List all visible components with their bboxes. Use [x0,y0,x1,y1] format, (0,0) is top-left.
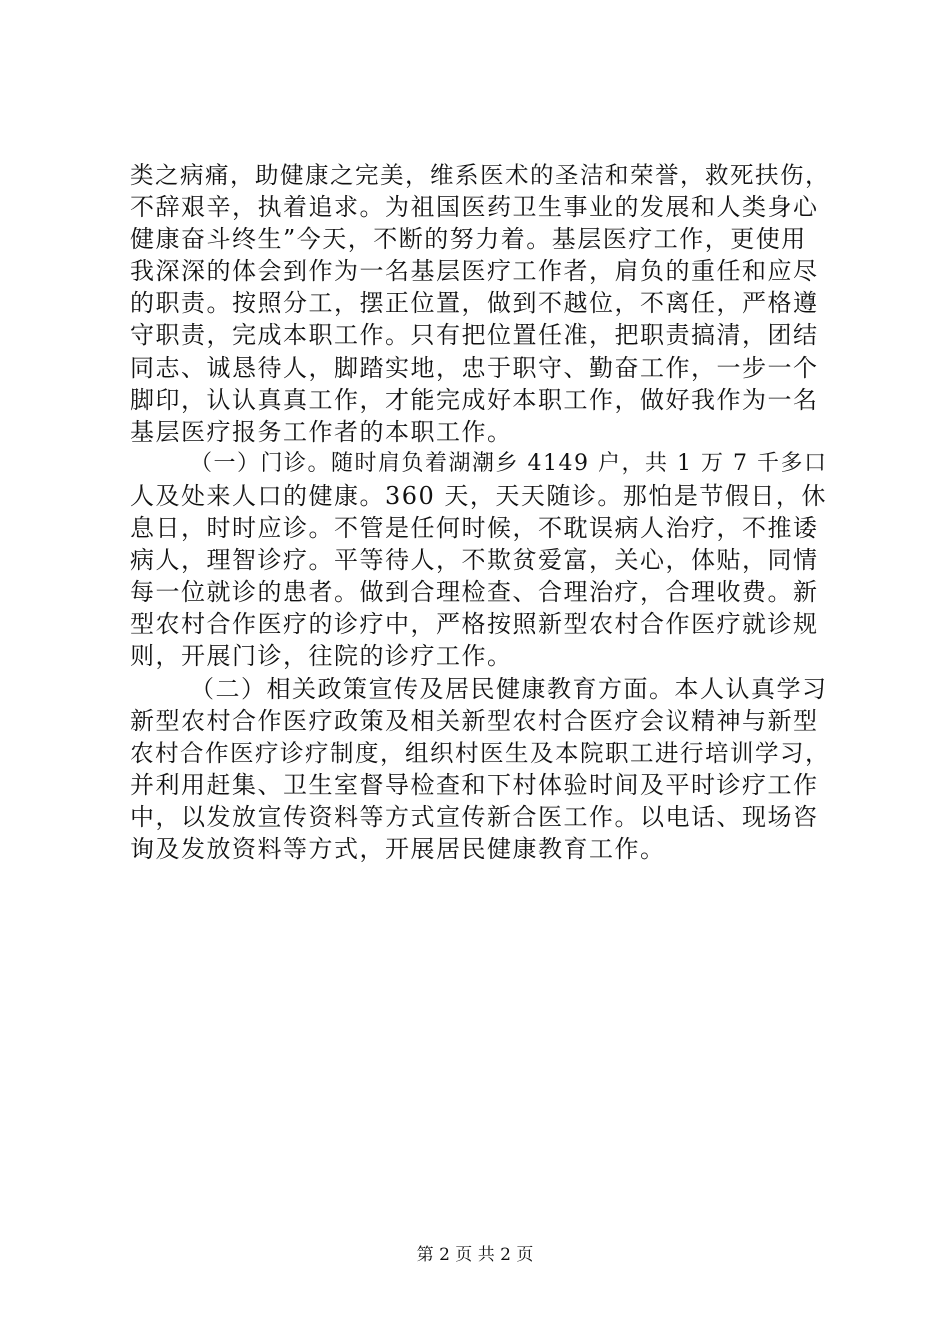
section-heading-outpatient: （一）门诊。随时肩负着湖潮乡 4149 户，共 1 万 7 千多口 [190,450,828,476]
text-line: 类之病痛，助健康之完美，维系医术的圣洁和荣誉，救死扶伤， [130,161,830,189]
text-line: 我深深的体会到作为一名基层医疗工作者，肩负的重任和应尽 [130,257,819,286]
document-body [130,159,830,865]
text-line: 基层医疗报务工作者的本职工作。 [130,417,513,446]
text-line: 农村合作医疗诊疗制度，组织村医生及本院职工进行培训学习， [130,738,830,767]
text-line: 则，开展门诊，往院的诊疗工作。 [130,642,513,671]
text-line: 中，以发放宣传资料等方式宣传新合医工作。以电话、现场咨 [130,802,819,831]
text-line: 健康奋斗终生”今天，不断的努力着。基层医疗工作，更使用 [130,225,807,254]
text-line: 不辞艰辛，执着追求。为祖国医药卫生事业的发展和人类身心 [130,193,819,222]
text-line: 询及发放资料等方式，开展居民健康教育工作。 [130,834,666,863]
text-line: 型农村合作医疗的诊疗中，严格按照新型农村合作医疗就诊规 [130,610,819,639]
text-line: 同志、诚恳待人，脚踏实地，忠于职守、勤奋工作，一步一个 [130,353,819,382]
text-line: 息日，时时应诊。不管是任何时候，不耽误病人治疗，不推诿 [130,514,819,543]
text-line: 守职责，完成本职工作。只有把位置任准，把职责搞清，团结 [130,321,819,350]
text-line: 并利用赶集、卫生室督导检查和下村体验时间及平时诊疗工作 [130,770,819,799]
text-line: 脚印，认认真真工作，才能完成好本职工作，做好我作为一名 [130,385,819,414]
text-line: 病人，理智诊疗。平等待人，不欺贫爱富，关心，体贴，同情 [130,546,819,575]
page-number-footer: 第 2 页 共 2 页 [416,1245,534,1265]
text-line: 新型农村合作医疗政策及相关新型农村合医疗会议精神与新型 [130,706,819,735]
text-line: 每一位就诊的患者。做到合理检查、合理治疗，合理收费。新 [130,578,819,607]
section-heading-policy: （二）相关政策宣传及居民健康教育方面。本人认真学习 [190,674,828,703]
text-line: 的职责。按照分工，摆正位置，做到不越位，不离任，严格遵 [130,289,819,318]
text-line: 人及处来人口的健康。360 天，天天随诊。那怕是节假日，休 [130,481,827,510]
